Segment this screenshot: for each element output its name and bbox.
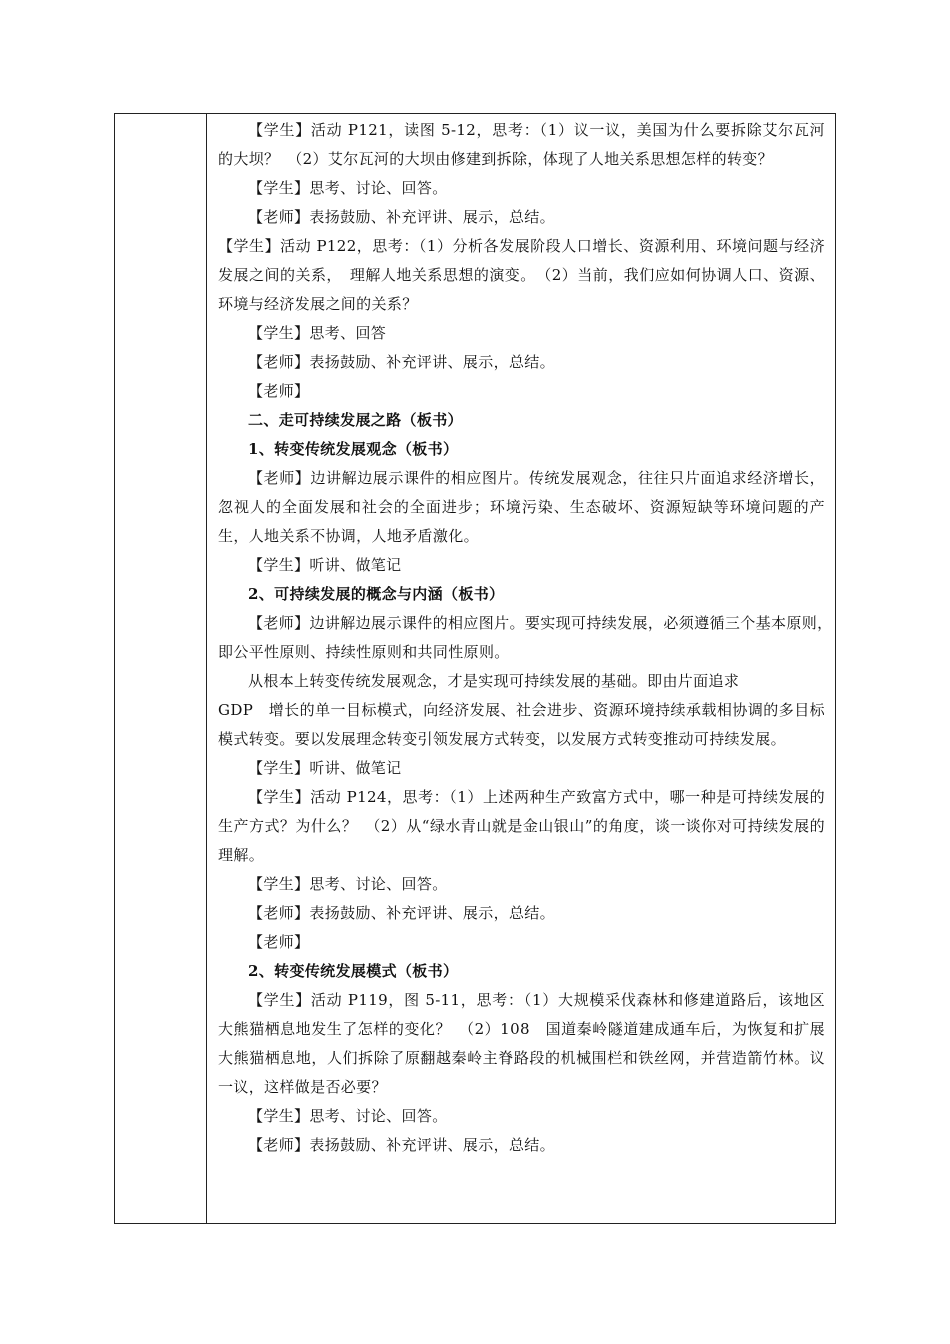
- paragraph-teacher-summary: 【老师】表扬鼓励、补充评讲、展示，总结。: [248, 904, 556, 922]
- paragraph-teacher-label: 【老师】: [248, 933, 310, 951]
- heading-concept-and-connotation: 2、可持续发展的概念与内涵（板书）: [248, 585, 505, 603]
- paragraph-student-response: 【学生】思考、讨论、回答。: [248, 875, 448, 893]
- paragraph-student-activity-p122: 【学生】活动 P122，思考：（1）分析各发展阶段人口增长、资源利用、环境问题与经济发展之间的关系， 理解人地关系思想的演变。 （2）当前，我们应如何协调人口、资源、环境与经济发展之间的关系？: [218, 237, 825, 313]
- paragraph-student-notes: 【学生】听讲、做笔记: [248, 556, 402, 574]
- paragraph-student-response: 【学生】思考、讨论、回答。: [248, 1107, 448, 1125]
- paragraph-teacher-summary: 【老师】表扬鼓励、补充评讲、展示，总结。: [248, 208, 556, 226]
- heading-sustainable-development: 二、走可持续发展之路（板书）: [248, 411, 463, 429]
- paragraph-teacher-label: 【老师】: [248, 382, 310, 400]
- paragraph-teacher-summary: 【老师】表扬鼓励、补充评讲、展示，总结。: [248, 1136, 556, 1154]
- paragraph-student-response: 【学生】思考、回答: [248, 324, 387, 342]
- paragraph-student-activity-p119: 【学生】活动 P119，图 5-11，思考：（1）大规模采伐森林和修建道路后，该地区大熊猫栖息地发生了怎样的变化？ （2）108 国道秦岭隧道建成通车后，为恢复和扩展大熊猫栖息地，人们拆除了原翻越秦岭主脊路段的机械围栏和铁丝网，并营造箭竹林。议一议，这样做是否必要？: [218, 991, 825, 1096]
- heading-change-model: 2、转变传统发展模式（板书）: [248, 962, 459, 980]
- paragraph-student-notes: 【学生】听讲、做笔记: [248, 759, 402, 777]
- paragraph-gdp-model: GDP 增长的单一目标模式，向经济发展、社会进步、资源环境持续承载相协调的多目标模式转变。要以发展理念转变引领发展方式转变，以发展方式转变推动可持续发展。: [218, 701, 825, 748]
- table-content-column: [208, 114, 841, 1223]
- paragraph-teacher-principles: 【老师】边讲解边展示课件的相应图片。要实现可持续发展，必须遵循三个基本原则， 即公平性原则、持续性原则和共同性原则。: [218, 614, 841, 661]
- paragraph-teacher-summary: 【老师】表扬鼓励、补充评讲、展示，总结。: [248, 353, 556, 371]
- heading-change-concept: 1、转变传统发展观念（板书）: [248, 440, 459, 458]
- paragraph-teacher-explanation: 【老师】边讲解边展示课件的相应图片。传统发展观念，往往只片面追求经济增长，忽视人的全面发展和社会的全面进步；环境污染、生态破坏、资源短缺等环境问题的产生，人地关系不协调，人地矛盾激化。: [218, 469, 825, 545]
- table-left-column: [115, 114, 207, 1223]
- paragraph-student-response: 【学生】思考、讨论、回答。: [248, 179, 448, 197]
- paragraph-student-activity-p121: 【学生】活动 P121，读图 5-12，思考：（1）议一议，美国为什么要拆除艾尔瓦河的大坝？ （2）艾尔瓦河的大坝由修建到拆除，体现了人地关系思想怎样的转变？: [218, 121, 825, 168]
- paragraph-student-activity-p124: 【学生】活动 P124，思考：（1）上述两种生产致富方式中，哪一种是可持续发展的生产方式？为什么？ （2）从“绿水青山就是金山银山”的角度，谈一谈你对可持续发展的理解。: [218, 788, 825, 864]
- lesson-table: [114, 113, 841, 1224]
- paragraph-fundamental-change: 从根本上转变传统发展观念，才是实现可持续发展的基础。即由片面追求: [248, 672, 740, 690]
